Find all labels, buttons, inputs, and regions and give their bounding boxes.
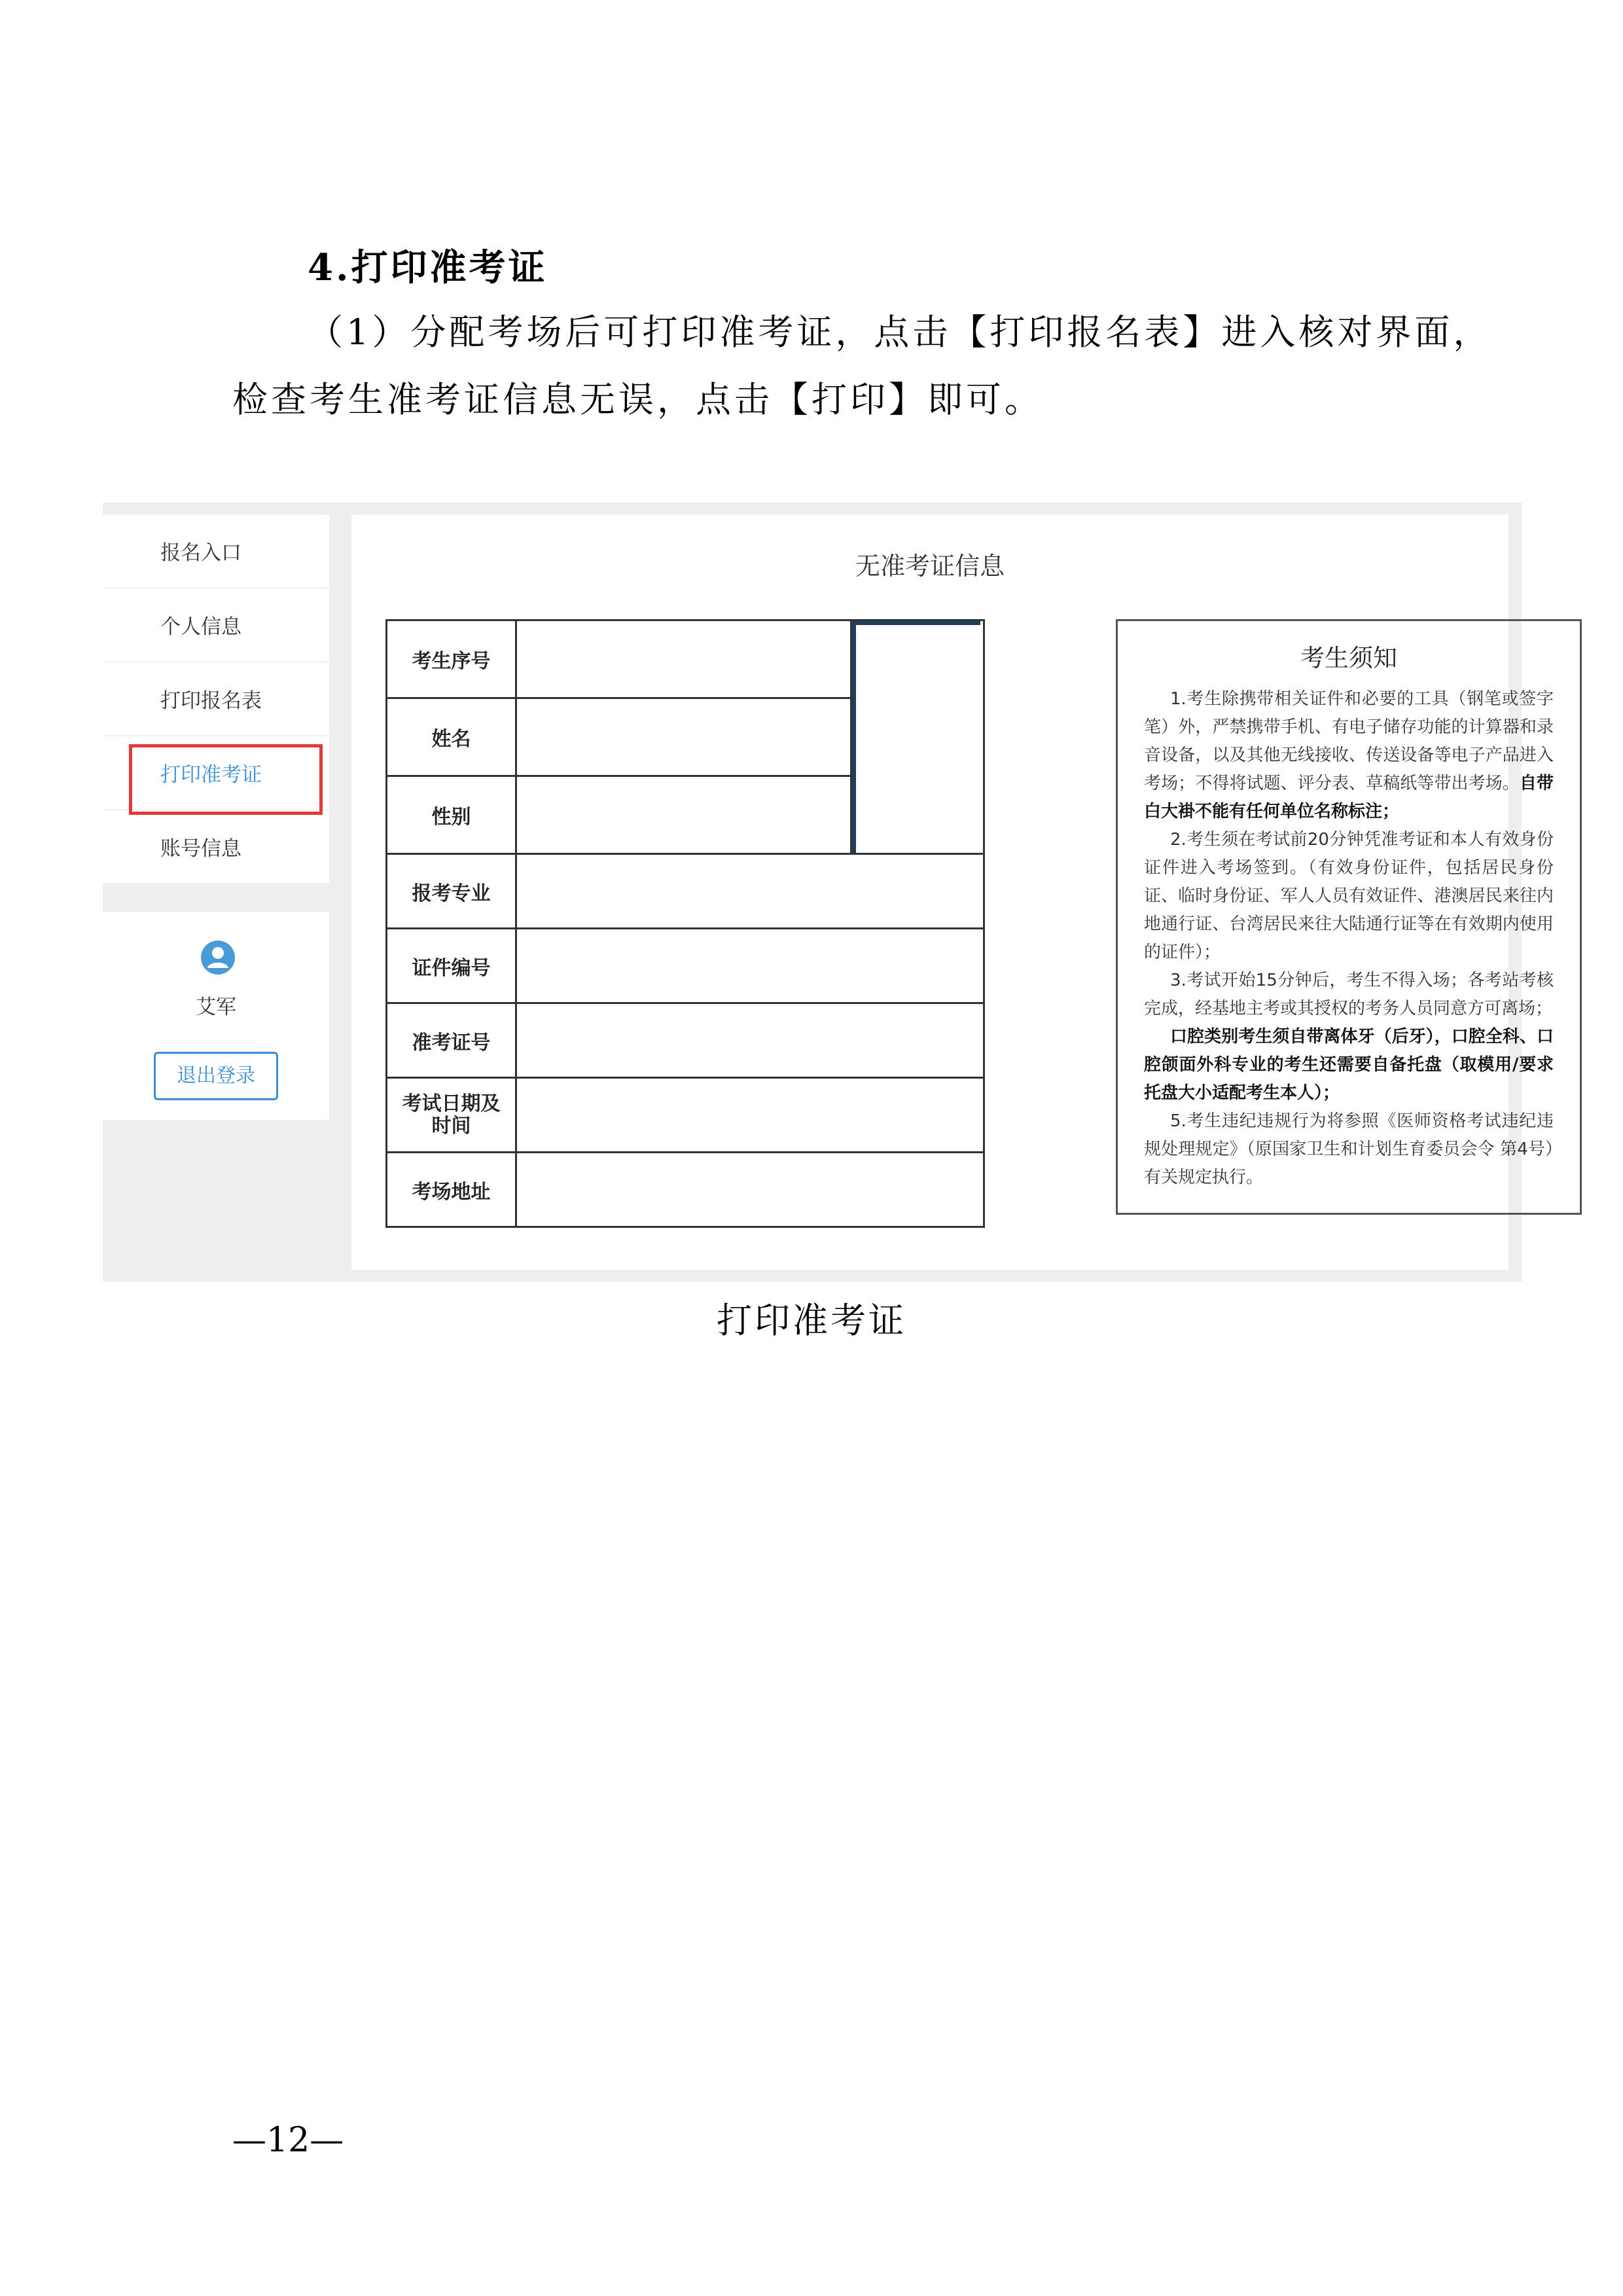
field-label: 考试日期及时间 xyxy=(387,1078,516,1153)
exam-notice-box xyxy=(1116,619,1582,1215)
sidebar-item-label: 报名入口 xyxy=(160,541,241,565)
user-name: 艾军 xyxy=(196,996,236,1019)
notice-item-5: 5.考生违纪违规行为将参照《医师资格考试违纪违规处理规定》（原国家卫生和计划生育委员会令 第4号）有关规定执行。 xyxy=(1144,1111,1554,1187)
main-panel xyxy=(351,514,1554,1270)
table-row xyxy=(387,1078,984,1153)
page-title: 无准考证信息 xyxy=(855,552,1005,581)
logout-button[interactable]: 退出登录 xyxy=(154,1052,278,1100)
figure-caption: 打印准考证 xyxy=(717,1300,906,1341)
field-label: 姓名 xyxy=(387,698,516,776)
photo-placeholder xyxy=(852,621,980,853)
field-value xyxy=(516,854,984,929)
instruction-line-2: 检查考生准考证信息无误，点击【打印】即可。 xyxy=(232,379,1043,420)
sidebar-item-print-registration-form[interactable] xyxy=(103,662,329,736)
field-value xyxy=(516,620,851,698)
sidebar-item-label: 账号信息 xyxy=(160,837,241,861)
notice-title: 考生须知 xyxy=(1300,644,1397,672)
sidebar-item-label: 个人信息 xyxy=(160,615,241,639)
table-row xyxy=(387,1003,984,1078)
field-label: 准考证号 xyxy=(387,1003,516,1078)
field-value xyxy=(516,698,851,776)
table-row xyxy=(387,1153,984,1227)
sidebar-item-personal-info[interactable] xyxy=(103,588,329,662)
notice-item-3: 3.考试开始15分钟后，考生不得入场；各考站考核完成，经基地主考或其授权的考务人员同意方可离场； xyxy=(1144,971,1554,1018)
notice-item-4: 口腔类别考生须自带离体牙（后牙），口腔全科、口腔颌面外科专业的考生还需要自备托盘（取模用/要求托盘大小适配考生本人）； xyxy=(1144,1027,1554,1103)
sidebar-item-account-info[interactable] xyxy=(103,810,329,884)
sidebar-item-registration-entry[interactable] xyxy=(103,514,329,588)
table-row xyxy=(387,929,984,1003)
user-card xyxy=(103,912,329,1120)
field-value xyxy=(516,929,984,1003)
field-label: 考生序号 xyxy=(387,620,516,698)
table-row xyxy=(387,854,984,929)
photo-area xyxy=(851,620,984,854)
field-value xyxy=(516,1003,984,1078)
field-label: 报考专业 xyxy=(387,854,516,929)
highlight-frame xyxy=(129,744,323,815)
sidebar-item-print-admission-ticket[interactable] xyxy=(103,736,329,810)
page-number: —12— xyxy=(232,2121,344,2160)
instruction-line-1: （1）分配考场后可打印准考证，点击【打印报名表】进入核对界面， xyxy=(308,312,1492,353)
table-row xyxy=(387,620,984,698)
field-value xyxy=(516,1078,984,1153)
user-avatar-icon xyxy=(200,939,236,976)
field-value xyxy=(516,1153,984,1227)
notice-item-1: 1.考生除携带相关证件和必要的工具（钢笔或签字笔）外，严禁携带手机、有电子储存功能的计算器和录音设备，以及其他无线接收、传送设备等电子产品进入考场；不得将试题、评分表、草稿纸等带出考场。自带白大褂不能有任何单位名称标注； xyxy=(1144,689,1554,821)
admission-ticket-table xyxy=(385,619,985,1228)
section-heading: 4.打印准考证 xyxy=(308,246,548,289)
field-label: 考场地址 xyxy=(387,1153,516,1227)
sidebar-menu xyxy=(103,514,329,884)
sidebar-item-label: 打印报名表 xyxy=(160,689,262,713)
field-label: 证件编号 xyxy=(387,929,516,1003)
field-value xyxy=(516,776,851,854)
screenshot-figure xyxy=(103,503,1554,1282)
sidebar-item-label: 打印准考证 xyxy=(160,763,262,787)
notice-item-2: 2.考生须在考试前20分钟凭准考证和本人有效身份证件进入考场签到。（有效身份证件，包括居民身份证、临时身份证、军人人员有效证件、港澳居民来往内地通行证、台湾居民来往大陆通行证等在有效期内使用的证件）； xyxy=(1144,830,1554,962)
field-label: 性别 xyxy=(387,776,516,854)
